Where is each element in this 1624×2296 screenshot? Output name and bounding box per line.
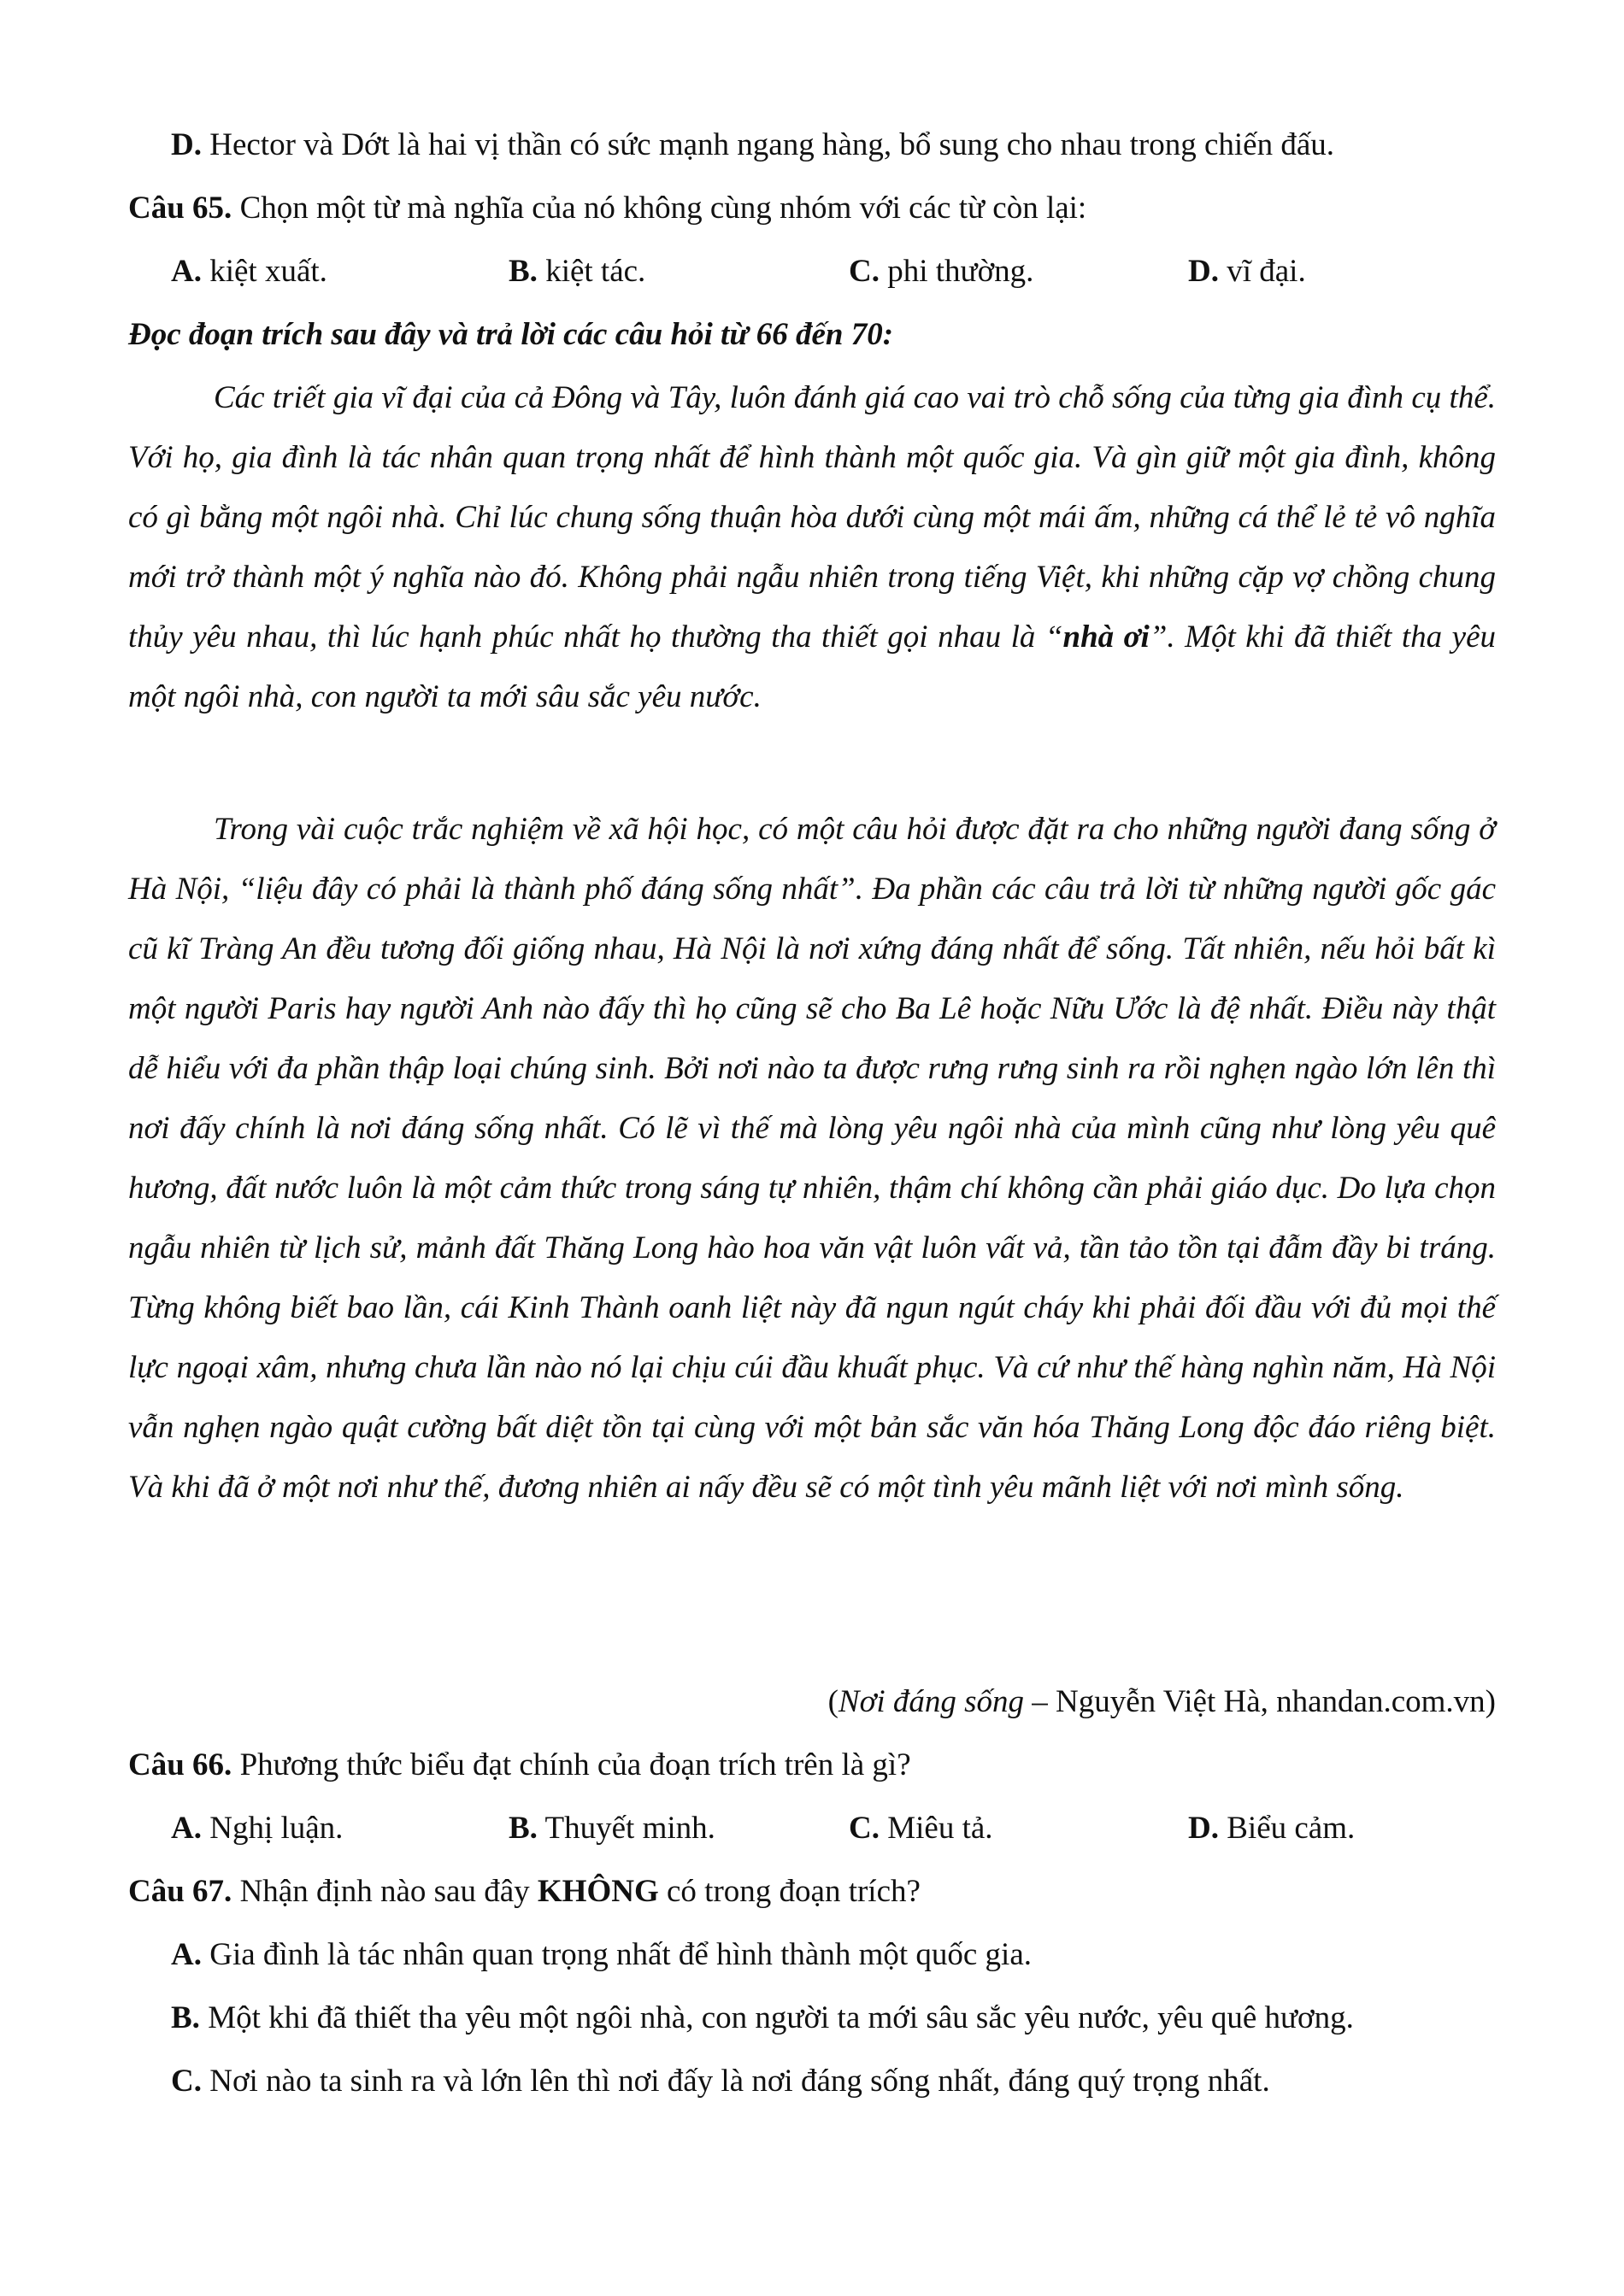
passage-text: Các triết gia vĩ đại của cả Đông và Tây, luôn đánh giá cao vai trò chỗ sống của từng gia đình cụ thể. Với họ, gia đình là tác nhân quan trọng nhất để hình thành một quốc gia. Và gìn giữ một gia đình, không có gì bằng một ngôi nhà. Chỉ lúc chung sống thuận hòa dưới cùng một mái ấm, những cá thể lẻ tẻ vô nghĩa mới trở thành một ý nghĩa nào đó. Không phải ngẫu nhiên trong tiếng Việt, khi những cặp vợ chồng chung thủy yêu nhau, thì lúc hạnh phúc nhất họ thường tha thiết gọi nhau là “ [128, 380, 1496, 655]
question-text: Chọn một từ mà nghĩa của nó không cùng nhóm với các từ còn lại: [232, 191, 1087, 226]
reading-instruction: Đọc đoạn trích sau đây và trả lời các câu hỏi từ 66 đến 70: [128, 317, 894, 352]
q66-option-c [849, 1799, 993, 1859]
q64-option-d [171, 115, 1539, 175]
option-letter: D. [171, 127, 202, 162]
option-text: kiệt xuất. [201, 254, 327, 289]
option-text: Thuyết minh. [537, 1811, 715, 1846]
option-text: Nghị luận. [201, 1811, 344, 1846]
passage-text: ”. Một khi đã thiết tha yêu một ngôi nhà, con người ta mới sâu sắc yêu nước. [128, 620, 1496, 714]
option-letter: A. [171, 254, 202, 289]
q66-question [128, 1735, 1496, 1795]
passage-paragraph-1 [128, 368, 1496, 727]
question-label: Câu 67. [128, 1874, 232, 1909]
option-letter: D. [1188, 254, 1219, 289]
option-text: Biểu cảm. [1218, 1811, 1356, 1846]
option-letter: D. [1188, 1811, 1219, 1846]
q67-option-a [171, 1925, 1539, 1985]
option-text: Nơi nào ta sinh ra và lớn lên thì nơi đấy là nơi đáng sống nhất, đáng quý trọng nhất. [201, 2064, 1270, 2099]
q67-option-c [171, 2052, 1539, 2111]
option-text: Một khi đã thiết tha yêu một ngôi nhà, con người ta mới sâu sắc yêu nước, yêu quê hương. [199, 2000, 1354, 2035]
option-letter: B. [509, 254, 538, 289]
option-letter: C. [171, 2064, 202, 2099]
q65-option-c [849, 242, 1033, 302]
option-text: Gia đình là tác nhân quan trọng nhất để hình thành một quốc gia. [201, 1937, 1032, 1972]
question-text: có trong đoạn trích? [658, 1874, 921, 1909]
q67-option-b [171, 1988, 1539, 2048]
option-text: kiệt tác. [537, 254, 646, 289]
source-title: Nơi đáng sống [838, 1684, 1025, 1719]
option-letter: B. [509, 1811, 538, 1846]
option-letter: B. [171, 2000, 200, 2035]
q66-option-d [1188, 1799, 1355, 1859]
question-emphasis: KHÔNG [537, 1874, 659, 1909]
q66-option-b [509, 1799, 715, 1859]
question-label: Câu 65. [128, 191, 232, 226]
option-text: phi thường. [879, 254, 1034, 289]
q65-option-a [171, 242, 327, 302]
q67-question [128, 1862, 1496, 1922]
source-author: – Nguyễn Việt Hà, nhandan.com.vn) [1024, 1684, 1496, 1719]
option-letter: A. [171, 1937, 202, 1972]
q65-options [0, 242, 1624, 302]
option-letter: C. [849, 254, 880, 289]
passage-source [128, 1672, 1496, 1732]
passage-paragraph-2: Trong vài cuộc trắc nghiệm về xã hội học, có một câu hỏi được đặt ra cho những người đang sống ở Hà Nội, “liệu đây có phải là thành phố đáng sống nhất”. Đa phần các câu trả lời từ những người gốc gác cũ kĩ Tràng An đều tương đối giống nhau, Hà Nội là nơi xứng đáng nhất để sống. Tất nhiên, nếu hỏi bất kì một người Paris hay người Anh nào đấy thì họ cũng sẽ cho Ba Lê hoặc Nữu Ước là đệ nhất. Điều này thật dễ hiểu với đa phần thập loại chúng sinh. Bởi nơi nào ta được rưng rưng sinh ra rồi nghẹn ngào lớn lên thì nơi đấy chính là nơi đáng sống nhất. Có lẽ vì thế mà lòng yêu ngôi nhà của mình cũng như lòng yêu quê hương, đất nước luôn là một cảm thức trong sáng tự nhiên, thậm chí không cần phải giáo dục. Do lựa chọn ngẫu nhiên từ lịch sử, mảnh đất Thăng Long hào hoa văn vật luôn vất vả, tần tảo tồn tại đẫm đầy bi tráng. Từng không biết bao lần, cái Kinh Thành oanh liệt này đã ngun ngút cháy khi phải đối đầu với đủ mọi thế lực ngoại xâm, nhưng chưa lần nào nó lại chịu cúi đầu khuất phục. Và cứ như thế hàng nghìn năm, Hà Nội vẫn nghẹn ngào quật cường bất diệt tồn tại cùng với một bản sắc văn hóa Thăng Long độc đáo riêng biệt. Và khi đã ở một nơi như thế, đương nhiên ai nấy đều sẽ có một tình yêu mãnh liệt với nơi mình sống. [128, 812, 1496, 1505]
passage-bold-term: nhà ơi [1062, 620, 1150, 655]
q66-option-a [171, 1799, 343, 1859]
q65-option-b [509, 242, 645, 302]
source-paren: ( [827, 1684, 838, 1719]
q66-options [0, 1799, 1624, 1859]
question-label: Câu 66. [128, 1747, 232, 1782]
q65-question [128, 179, 1496, 238]
option-text: vĩ đại. [1218, 254, 1306, 289]
question-text: Phương thức biểu đạt chính của đoạn trích trên là gì? [232, 1747, 911, 1782]
question-text: Nhận định nào sau đây [232, 1874, 538, 1909]
option-text: Miêu tả. [879, 1811, 993, 1846]
option-text: Hector và Dớt là hai vị thần có sức mạnh ngang hàng, bổ sung cho nhau trong chiến đấu. [201, 127, 1335, 162]
option-letter: A. [171, 1811, 202, 1846]
option-letter: C. [849, 1811, 880, 1846]
q65-option-d [1188, 242, 1306, 302]
